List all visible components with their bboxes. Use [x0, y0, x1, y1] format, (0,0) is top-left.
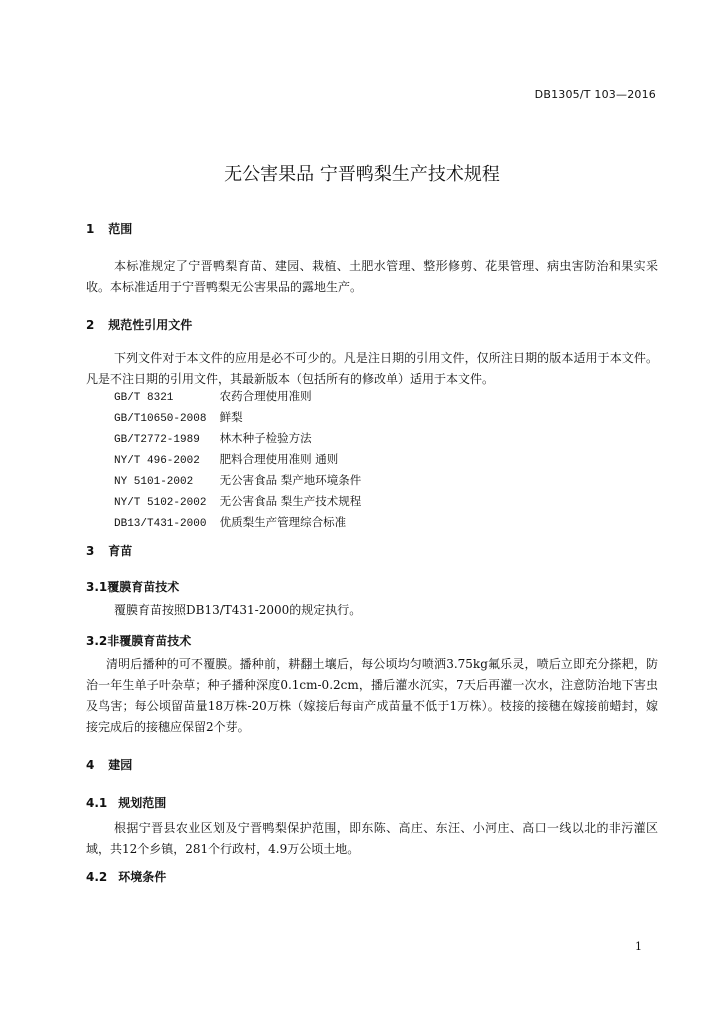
section-title: 育苗 [108, 544, 133, 558]
section-1-heading [86, 220, 132, 237]
reference-name: 林木种子检验方法 [219, 431, 312, 445]
section-2-heading [86, 316, 192, 333]
normative-references-list [114, 386, 361, 533]
reference-code: GB/T 8321 [114, 392, 174, 404]
section-title: 规划范围 [118, 796, 167, 810]
reference-code: DB13/T431-2000 [114, 518, 207, 530]
reference-item [114, 407, 361, 428]
section-number: 3 [86, 544, 95, 558]
reference-code: GB/T10650-2008 [114, 413, 207, 425]
section-4-heading [86, 756, 132, 773]
reference-name: 肥料合理使用准则 通则 [219, 452, 339, 466]
reference-item [114, 512, 361, 533]
section-number: 4 [86, 758, 95, 772]
section-3-1-heading [86, 578, 179, 595]
section-3-2-heading [86, 632, 191, 649]
section-number: 4.1 [86, 796, 108, 810]
reference-name: 无公害食品 梨生产技术规程 [219, 494, 362, 508]
reference-item [114, 491, 361, 512]
reference-name: 农药合理使用准则 [219, 389, 312, 403]
reference-item [114, 470, 361, 491]
section-number: 2 [86, 318, 95, 332]
section-4-2-heading [86, 868, 166, 885]
section-title: 覆膜育苗技术 [107, 580, 180, 594]
document-title: 无公害果品 宁晋鸭梨生产技术规程 [224, 164, 500, 185]
reference-code: NY/T 5102-2002 [114, 497, 207, 509]
section-title: 非覆膜育苗技术 [107, 634, 192, 648]
reference-name: 优质梨生产管理综合标准 [219, 515, 347, 529]
reference-name: 无公害食品 梨产地环境条件 [219, 473, 362, 487]
section-number: 1 [86, 222, 95, 236]
reference-code: NY 5101-2002 [114, 476, 194, 488]
section-4-1-heading [86, 794, 166, 811]
reference-item [114, 449, 361, 470]
section-number: 3.1 [86, 580, 108, 594]
section-1-paragraph: 本标准规定了宁晋鸭梨育苗、建园、栽植、土肥水管理、整形修剪、花果管理、病虫害防治和果实采收。本标准适用于宁晋鸭梨无公害果品的露地生产。 [86, 259, 658, 294]
section-title: 规范性引用文件 [108, 318, 193, 332]
section-3-2-paragraph: 清明后播种的可不覆膜。播种前，耕翻土壤后，每公顷均匀喷洒3.75kg氟乐灵，喷后立即充分搽耙，防治一年生单子叶杂草；种子播种深度0.1cm-0.2cm，播后灌水沉实，7天后再灌一次水，注意防治地下害虫及鸟害；每公顷留苗量18万株-20万株（嫁接后每亩产成苗量不低于1万株）。枝接的接穗在嫁接前蜡封，嫁接完成后的接穗应保留2个芽。 [86, 657, 658, 734]
section-4-1-paragraph: 根据宁晋县农业区划及宁晋鸭梨保护范围，即东陈、高庄、东汪、小河庄、高口一线以北的非污灌区域，共12个乡镇，281个行政村，4.9万公顷土地。 [86, 821, 658, 856]
section-title: 范围 [108, 222, 133, 236]
section-title: 建园 [108, 758, 133, 772]
section-3-heading [86, 542, 132, 559]
document-code: DB1305/T 103—2016 [534, 88, 656, 101]
section-number: 3.2 [86, 634, 108, 648]
page-number: 1 [635, 940, 642, 953]
section-3-1-paragraph: 覆膜育苗按照DB13/T431-2000的规定执行。 [114, 603, 362, 617]
section-title: 环境条件 [118, 870, 167, 884]
section-number: 4.2 [86, 870, 108, 884]
section-2-paragraph: 下列文件对于本文件的应用是必不可少的。凡是注日期的引用文件，仅所注日期的版本适用于本文件。凡是不注日期的引用文件，其最新版本（包括所有的修改单）适用于本文件。 [86, 351, 658, 386]
reference-item [114, 428, 361, 449]
reference-code: GB/T2772-1989 [114, 434, 200, 446]
reference-name: 鲜梨 [219, 410, 243, 424]
reference-item [114, 386, 361, 407]
reference-code: NY/T 496-2002 [114, 455, 200, 467]
